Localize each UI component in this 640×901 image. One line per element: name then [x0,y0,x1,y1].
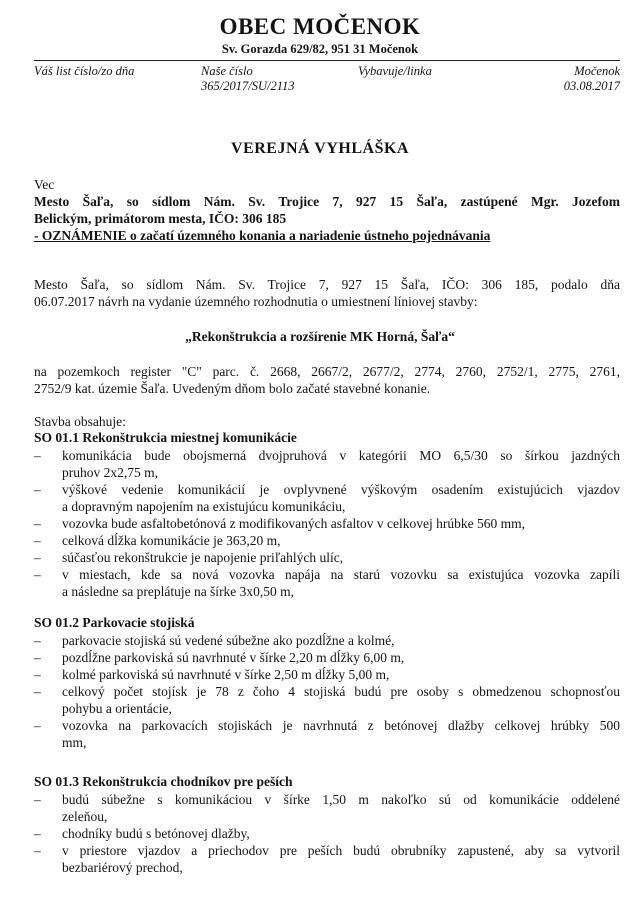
your-letter-label: Váš list číslo/zo dňa [34,64,135,78]
place-date-block [520,64,620,94]
place: Močenok [574,64,620,78]
list-item [34,683,620,717]
list-item-line: pozdĺžne parkoviská sú navrhnuté v šírke 2,20 m dĺžky 6,00 m, [62,650,405,665]
list-item-line: pohybu a orientácie, [62,701,172,716]
subject-line-2: Belickým, primátorom mesta, IČO: 306 185 [34,211,287,226]
header-divider [34,60,620,61]
list-item-line: celková dĺžka komunikácie je 363,20 m, [62,533,281,548]
list-item-line: súčasťou rekonštrukcie je napojenie priľahlých ulíc, [62,550,344,565]
list-item-line: pruhov 2x2,75 m, [62,465,158,480]
intro-line-1: Mesto Šaľa, so sídlom Nám. Sv. Trojice 7, 927 15 Šaľa, IČO: 306 185, podalo dňa [34,277,620,292]
list-item [34,842,620,876]
list-item [34,791,620,825]
document-title: VEREJNÁ VYHLÁŠKA [231,140,409,157]
list-item-line: kolmé parkoviská sú navrhnuté v šírke 2,50 m dĺžky 5,00 m, [62,667,390,682]
dash-bullet: – [34,826,41,841]
project-name: „Rekonštrukcia a rozšírenie MK Horná, Šaľa“ [185,329,455,344]
list-item [34,825,620,842]
list-item-line: v priestore vjazdov a priechodov pre peších budú obrubníky zapustené, aby sa vytvoril [62,843,620,858]
list-item [34,532,620,549]
list-item [34,515,620,532]
section-heading-so-01-3: SO 01.3 Rekonštrukcia chodníkov pre peších [34,774,293,789]
section-heading-so-01-2: SO 01.2 Parkovacie stojiská [34,615,195,630]
list-item [34,649,620,666]
municipality-title: OBEC MOČENOK [219,14,421,39]
list-item-line: parkovacie stojiská sú vedené súbežne ako pozdĺžne a kolmé, [62,633,395,648]
list-item-line: vozovka na parkovacích stojiskách je navrhnutá z betónovej dlažby celkovej hrúbky 500 [62,718,620,733]
parcels-line-2: 2752/9 kat. územie Šaľa. Uvedeným dňom bolo začaté stavebné konanie. [34,381,431,396]
list-item [34,717,620,751]
dash-bullet: – [34,650,41,665]
list-item [34,549,620,566]
subject-line-1: Mesto Šaľa, so sídlom Nám. Sv. Trojice 7, 927 15 Šaľa, zastúpené Mgr. Jozefom [34,194,620,209]
handled-by-label: Vybavuje/linka [358,64,432,78]
intro-line-2: 06.07.2017 návrh na vydanie územného rozhodnutia o umiestnení líniovej stavby: [34,294,478,309]
dash-bullet: – [34,448,41,463]
list-item-line: budú súbežne s komunikáciou v šírke 1,50 m nakoľko sú od komunikácie oddelené [62,792,620,807]
list-item [34,632,620,649]
dash-bullet: – [34,482,41,497]
list-item-line: v miestach, kde sa nová vozovka napája na starú vozovku sa existujúca vozovka zapíli [62,567,620,582]
list-item-line: chodníky budú s betónovej dlažby, [62,826,250,841]
dash-bullet: – [34,633,41,648]
subject-line-3: - OZNÁMENIE o začatí územného konania a nariadenie ústneho pojednávania [34,228,491,243]
dash-bullet: – [34,792,41,807]
municipality-address: Sv. Gorazda 629/82, 951 31 Močenok [221,42,419,56]
list-item [34,447,620,481]
list-item-line: komunikácia bude obojsmerná dvojpruhová v kategórii MO 6,5/30 so šírkou jazdných [62,448,620,463]
contains-label: Stavba obsahuje: [34,414,126,429]
list-item-line: celkový počet stojísk je 78 z čoho 4 stojiská budú pre osoby s obmedzenou schopnosťou [62,684,620,699]
our-number-block [201,64,295,94]
dash-bullet: – [34,533,41,548]
dash-bullet: – [34,567,41,582]
dash-bullet: – [34,718,41,733]
section-heading-so-01-1: SO 01.1 Rekonštrukcia miestnej komunikácie [34,430,297,445]
dash-bullet: – [34,843,41,858]
dash-bullet: – [34,684,41,699]
dash-bullet: – [34,516,41,531]
our-number-label: Naše číslo [201,64,253,78]
list-item-line: a dopravným napojením na existujúcu komunikáciu, [62,499,346,514]
list-item-line: a následne sa preplátuje na šírke 3x0,50 m, [62,584,295,599]
list-item-line: zeleňou, [62,809,108,824]
list-item-line: vozovka bude asfaltobetónová z modifikovaných asfaltov v celkovej hrúbke 560 mm, [62,516,525,531]
parcels-line-1: na pozemkoch register "C" parc. č. 2668, 2667/2, 2677/2, 2774, 2760, 2752/1, 2775, 2761, [34,364,620,379]
our-number-value: 365/2017/SU/2113 [201,79,295,93]
dash-bullet: – [34,667,41,682]
list-item [34,566,620,600]
list-item [34,481,620,515]
date: 03.08.2017 [563,79,620,93]
subject-label: Vec [34,177,55,192]
list-item [34,666,620,683]
list-item-line: bezbariérový prechod, [62,860,183,875]
list-item-line: mm, [62,735,87,750]
list-item-line: výškové vedenie komunikácií je ovplyvnené výškovým osadením existujúcich vjazdov [62,482,620,497]
dash-bullet: – [34,550,41,565]
